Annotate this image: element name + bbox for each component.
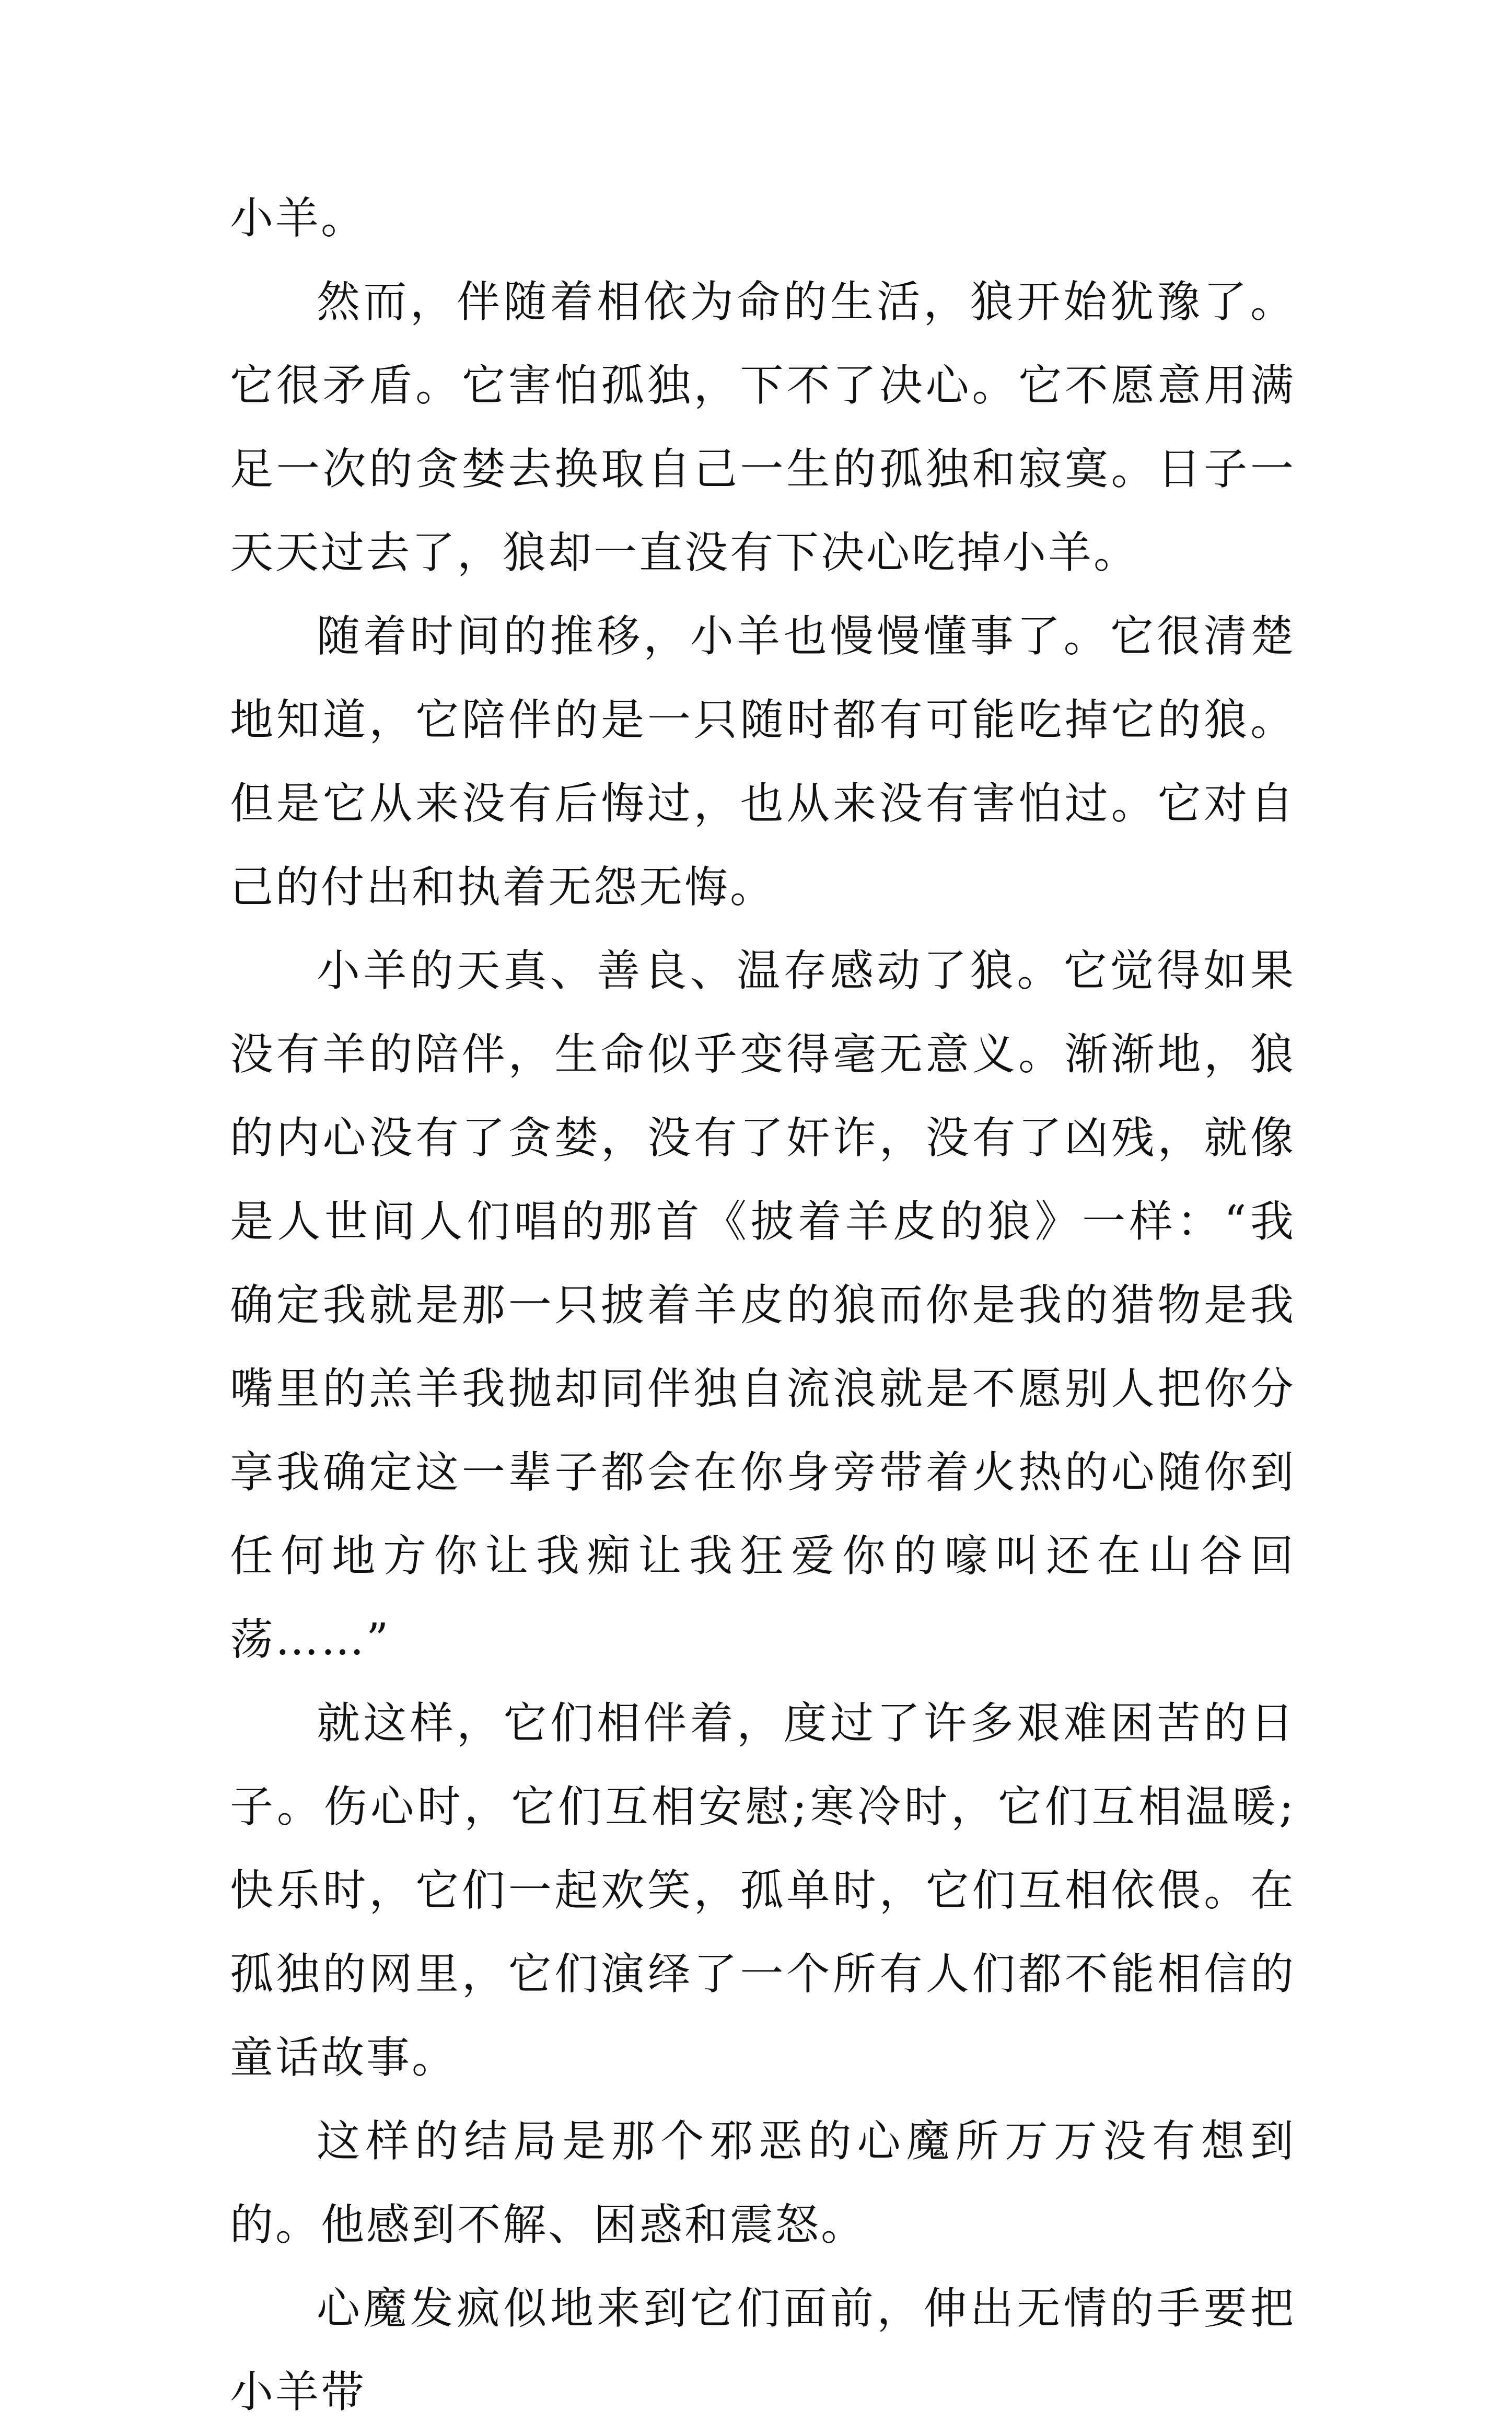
paragraph-3: 随着时间的推移，小羊也慢慢懂事了。它很清楚地知道，它陪伴的是一只随时都有可能吃掉它的狼。但是它从来没有后悔过，也从来没有害怕过。它对自己的付出和执着无怨无悔。	[230, 611, 1296, 912]
body-text	[230, 177, 1296, 2434]
paragraph-6: 这样的结局是那个邪恶的心魔所万万没有想到的。他感到不解、困惑和震怒。	[230, 2116, 1296, 2250]
paragraph-1: 小羊。	[230, 193, 366, 244]
paragraph-7: 心魔发疯似地来到它们面前，伸出无情的手要把小羊带	[230, 2283, 1296, 2417]
paragraph-2: 然而，伴随着相依为命的生活，狼开始犹豫了。它很矛盾。它害怕孤独，下不了决心。它不愿意用满足一次的贪婪去换取自己一生的孤独和寂寞。日子一天天过去了，狼却一直没有下决心吃掉小羊。	[230, 276, 1296, 578]
paragraph-5: 就这样，它们相伴着，度过了许多艰难困苦的日子。伤心时，它们互相安慰;寒冷时，它们互相温暖;快乐时，它们一起欢笑，孤单时，它们互相依偎。在孤独的网里，它们演绎了一个所有人们都不能相信的童话故事。	[230, 1698, 1296, 2083]
paragraph-4: 小羊的天真、善良、温存感动了狼。它觉得如果没有羊的陪伴，生命似乎变得毫无意义。渐渐地，狼的内心没有了贪婪，没有了奸诈，没有了凶残，就像是人世间人们唱的那首《披着羊皮的狼》一样：“我确定我就是那一只披着羊皮的狼而你是我的猎物是我嘴里的羔羊我抛却同伴独自流浪就是不愿别人把你分享我确定这一辈子都会在你身旁带着火热的心随你到任何地方你让我痴让我狂爱你的嚎叫还在山谷回荡……”	[230, 945, 1296, 1665]
